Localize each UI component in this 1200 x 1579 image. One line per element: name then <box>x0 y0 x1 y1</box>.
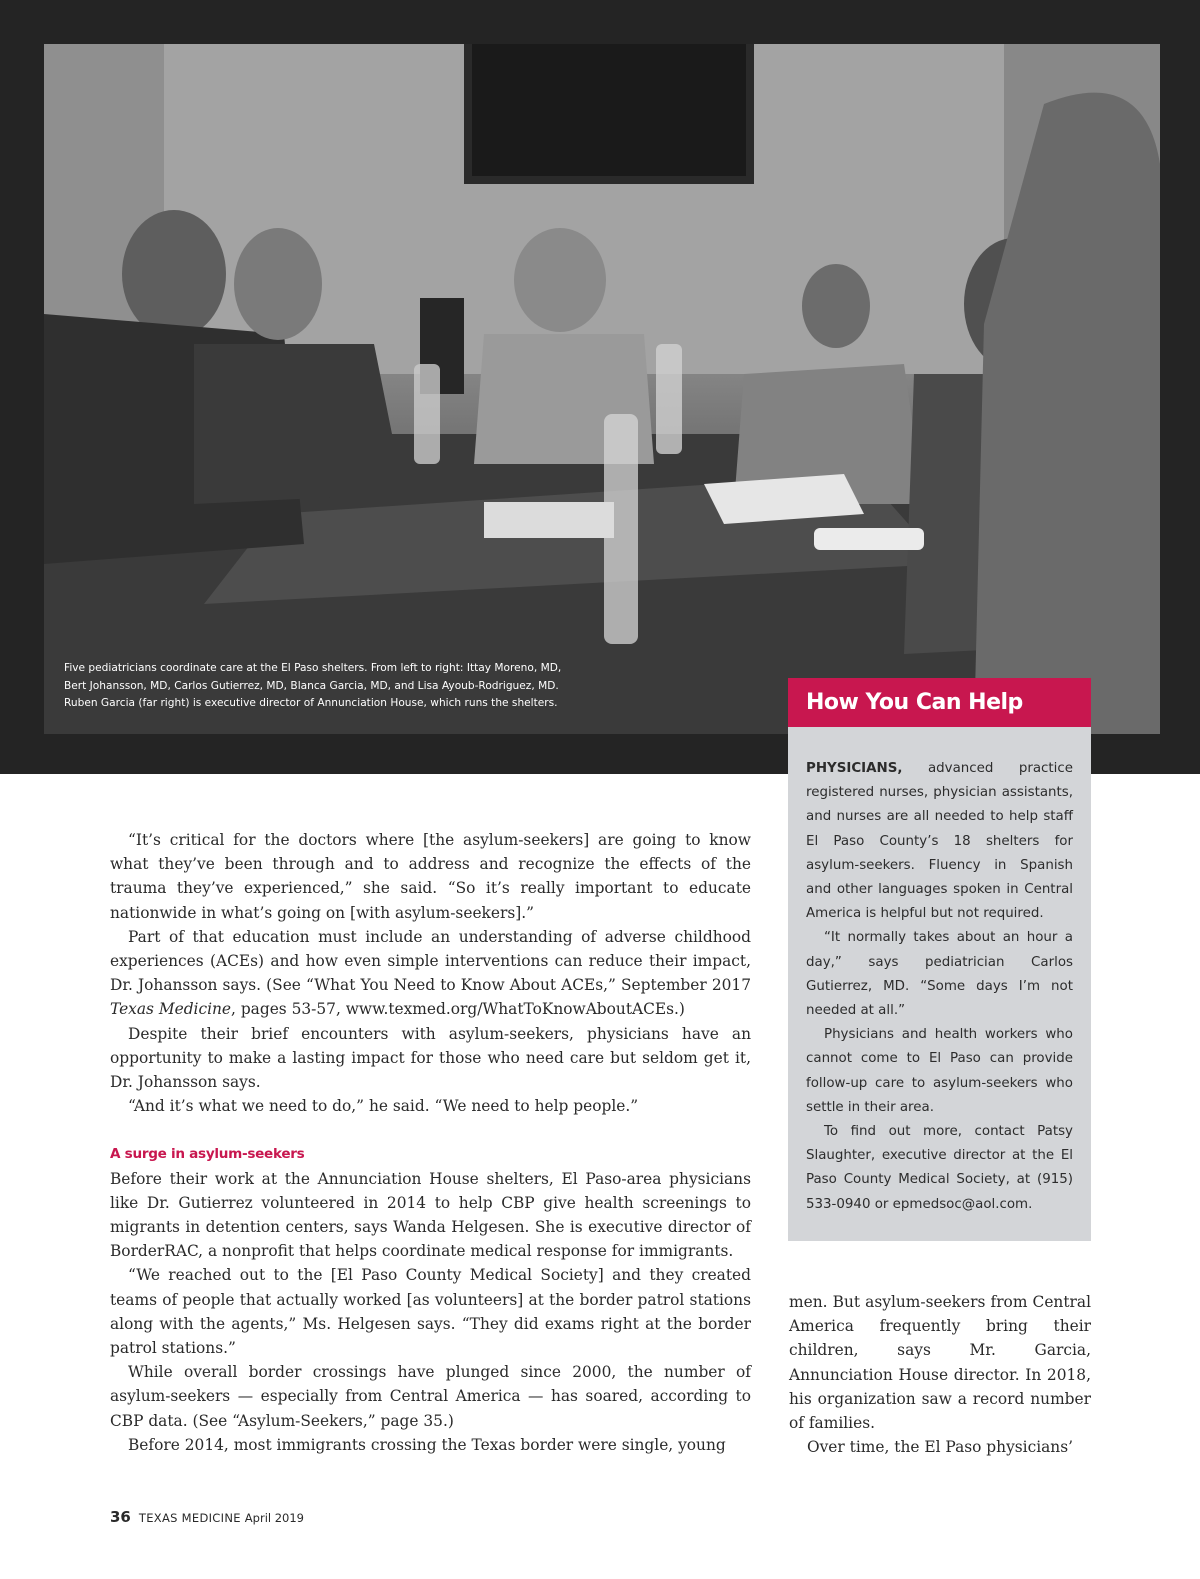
page-footer <box>110 1508 304 1526</box>
sidebar-title: How You Can Help <box>788 678 1091 727</box>
how-you-can-help-sidebar <box>788 727 1091 1241</box>
article-paragraph: “It’s critical for the doctors where [the asylum-seekers] are going to know what they’ve been through and to address and recognize the effects of the trauma they’ve experienced,” she said. “So it’s really important to educate nationwide in what’s going on [with asylum-seekers].” <box>110 831 751 922</box>
article-text: , pages 53-57, www.texmed.org/WhatToKnowAboutACEs.) <box>231 1000 685 1019</box>
caption-line: Bert Johansson, MD, Carlos Gutierrez, MD, Blanca Garcia, MD, and Lisa Ayoub-Rodriguez, MD. <box>64 679 559 692</box>
article-paragraph: Despite their brief encounters with asylum-seekers, physicians have an opportunity to make a lasting impact for those who need care but seldom get it, Dr. Johansson says. <box>110 1024 751 1092</box>
photo-caption <box>64 660 604 713</box>
caption-line: Ruben Garcia (far right) is executive director of Annunciation House, which runs the shelters. <box>64 697 558 710</box>
section-heading: A surge in asylum-seekers <box>110 1146 305 1163</box>
meeting-photo <box>44 44 1160 734</box>
page-number: 36 <box>110 1508 131 1526</box>
sidebar-lead: PHYSICIANS, <box>806 761 903 776</box>
publication-title: Texas Medicine <box>110 1000 232 1019</box>
article-paragraph: Before their work at the Annunciation House shelters, El Paso-area physicians like Dr. Gutierrez volunteered in 2014 to help CBP give health screenings to migrants in detention centers, says Wanda Helgesen. She is executive director of BorderRAC, a nonprofit that helps coordinate medical response for immigrants. <box>110 1169 751 1261</box>
sidebar-paragraph: Physicians and health workers who cannot come to El Paso can provide follow-up care to asylum-seekers who settle in their area. <box>806 1027 1073 1115</box>
article-paragraph: men. But asylum-seekers from Central America frequently bring their children, says Mr. Garcia, Annunciation House director. In 2018, his organization saw a record number of families. <box>789 1293 1091 1433</box>
article-paragraph: “We reached out to the [El Paso County Medical Society] and they created teams of people that actually worked [as volunteers] at the border patrol stations along with the agents,” Ms. Helgesen says. “They did exams right at the border patrol stations.” <box>110 1266 751 1358</box>
article-right-column <box>789 1290 1091 1459</box>
article-main-column <box>110 828 751 1457</box>
article-paragraph: While overall border crossings have plunged since 2000, the number of asylum-seekers — especially from Central America — has soared, according to CBP data. (See “Asylum-Seekers,” page 35.) <box>110 1363 751 1430</box>
publication-name: TEXAS MEDICINE <box>138 1511 241 1525</box>
issue-date: April 2019 <box>244 1511 305 1525</box>
article-paragraph: Over time, the El Paso physicians’ <box>807 1438 1074 1457</box>
article-paragraph <box>110 925 751 1022</box>
sidebar-paragraph <box>806 757 1073 926</box>
sidebar-lead-text: advanced practice registered nurses, physician assistants, and nurses are all needed to help staff El Paso County’s 18 shelters for asylum-seekers. Fluency in Spanish and other languages spoken in Central America is helpful but not required. <box>806 761 1073 922</box>
article-text: Part of that education must include an understanding of adverse childhood experiences (ACEs) and how even simple interventions can reduce their impact, Dr. Johansson says. (See “What You Need to Know About ACEs,” September 2017 <box>110 927 751 995</box>
sidebar-paragraph: To find out more, contact Patsy Slaughter, executive director at the El Paso County Medical Society, at (915) 533-0940 or epmedsoc@aol.com. <box>806 1124 1073 1212</box>
article-paragraph: Before 2014, most immigrants crossing the Texas border were single, young <box>128 1435 726 1454</box>
article-paragraph: “And it’s what we need to do,” he said. “We need to help people.” <box>128 1097 639 1116</box>
caption-line: Five pediatricians coordinate care at the El Paso shelters. From left to right: Ittay Moreno, MD, <box>64 662 562 674</box>
sidebar-paragraph: “It normally takes about an hour a day,” says pediatrician Carlos Gutierrez, MD. “Some days I’m not needed at all.” <box>806 930 1073 1019</box>
